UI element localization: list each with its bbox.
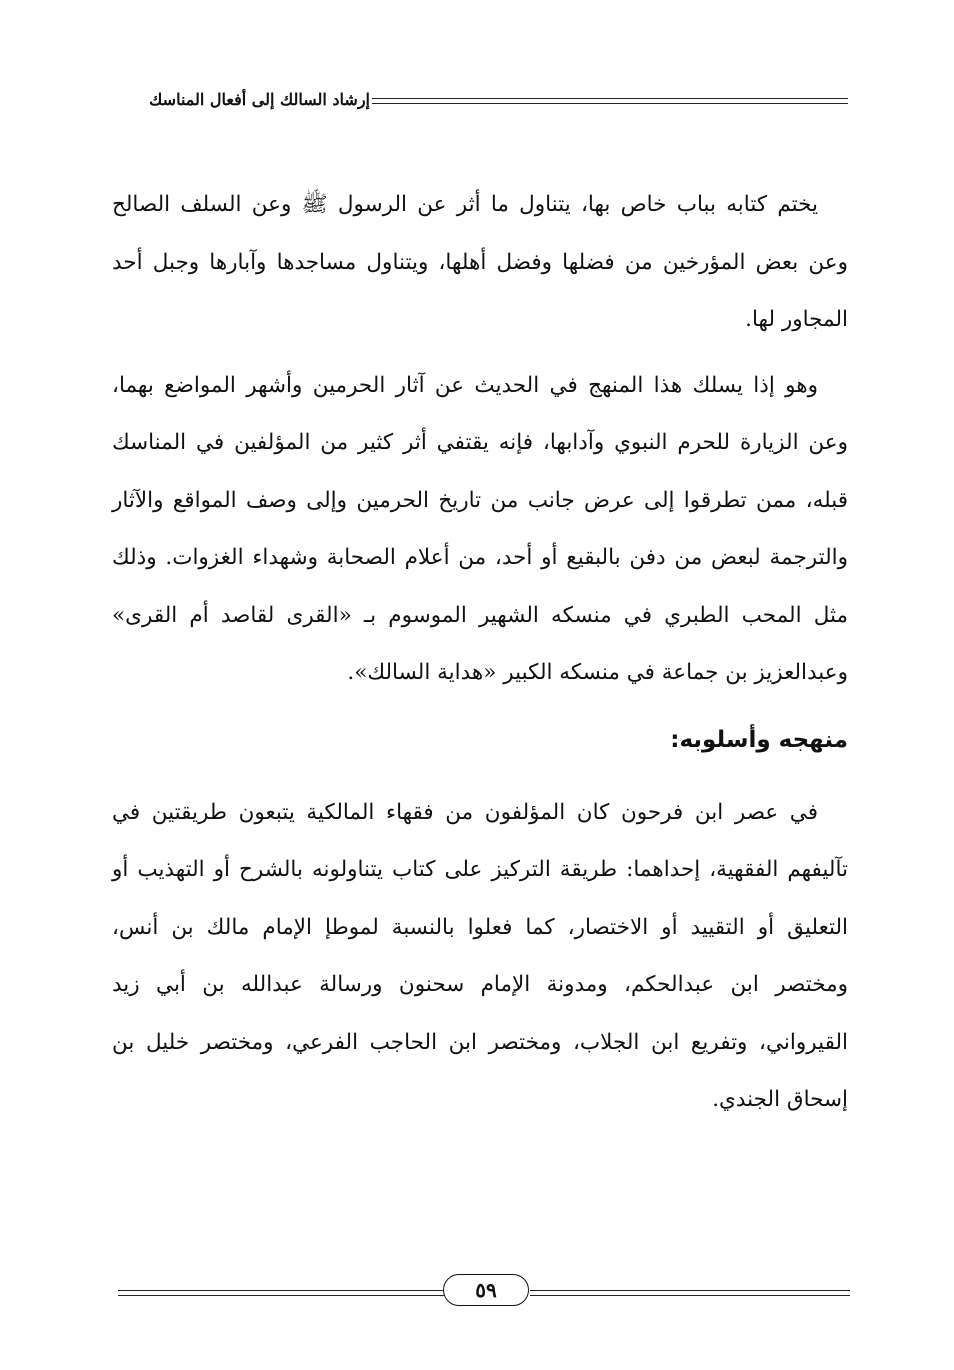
footer-rule-left-bottom	[118, 1295, 444, 1296]
header-rule-top	[372, 98, 848, 99]
paragraph: في عصر ابن فرحون كان المؤلفون من فقهاء المالكية يتبعون طريقتين في تآليفهم الفقهية، إحداهما: طريقة التركيز على كتاب يتناولونه بالشرح أو التهذيب أو التعليق أو التقييد أو الاختصار، كما فعلوا بالنسبة لموطإ الإمام مالك بن أنس، ومختصر ابن عبدالحكم، ومدونة الإمام سحنون ورسالة عبدالله بن أبي زيد القيرواني، وتفريع ابن الجلاب، ومختصر ابن الحاجب الفرعي، ومختصر خليل بن إسحاق الجندي.	[112, 799, 848, 1112]
header-rule-bottom	[372, 103, 848, 104]
page-number: ٥٩	[443, 1274, 529, 1306]
footer-rule-left-top	[118, 1290, 444, 1291]
section-heading: منهجه وأسلوبه:	[670, 726, 848, 753]
footer-rule-right-top	[530, 1290, 850, 1291]
paragraph: وهو إذا يسلك هذا المنهج في الحديث عن آثار الحرمين وأشهر المواضع بهما، وعن الزيارة للحرم النبوي وآدابها، فإنه يقتفي أثر كثير من المؤلفين في المناسك قبله، ممن تطرقوا إلى عرض جانب من تاريخ الحرمين وإلى وصف المواقع والآثار والترجمة لبعض من دفن بالبقيع أو أحد، من أعلام الصحابة وشهداء الغزوات. وذلك مثل المحب الطبري في منسكه الشهير الموسوم بـ «القرى لقاصد أم القرى» وعبدالعزيز بن جماعة في منسكه الكبير «هداية السالك».	[112, 372, 848, 685]
running-title: إرشاد السالك إلى أفعال المناسك	[149, 90, 370, 109]
page-body	[112, 176, 848, 1129]
paragraph: يختم كتابه بباب خاص بها، يتناول ما أثر عن الرسول ﷺ وعن السلف الصالح وعن بعض المؤرخين من فضلها وفضل أهلها، ويتناول مساجدها وآبارها وجبل أحد المجاور لها.	[112, 192, 848, 332]
footer-rule-right-bottom	[530, 1295, 850, 1296]
